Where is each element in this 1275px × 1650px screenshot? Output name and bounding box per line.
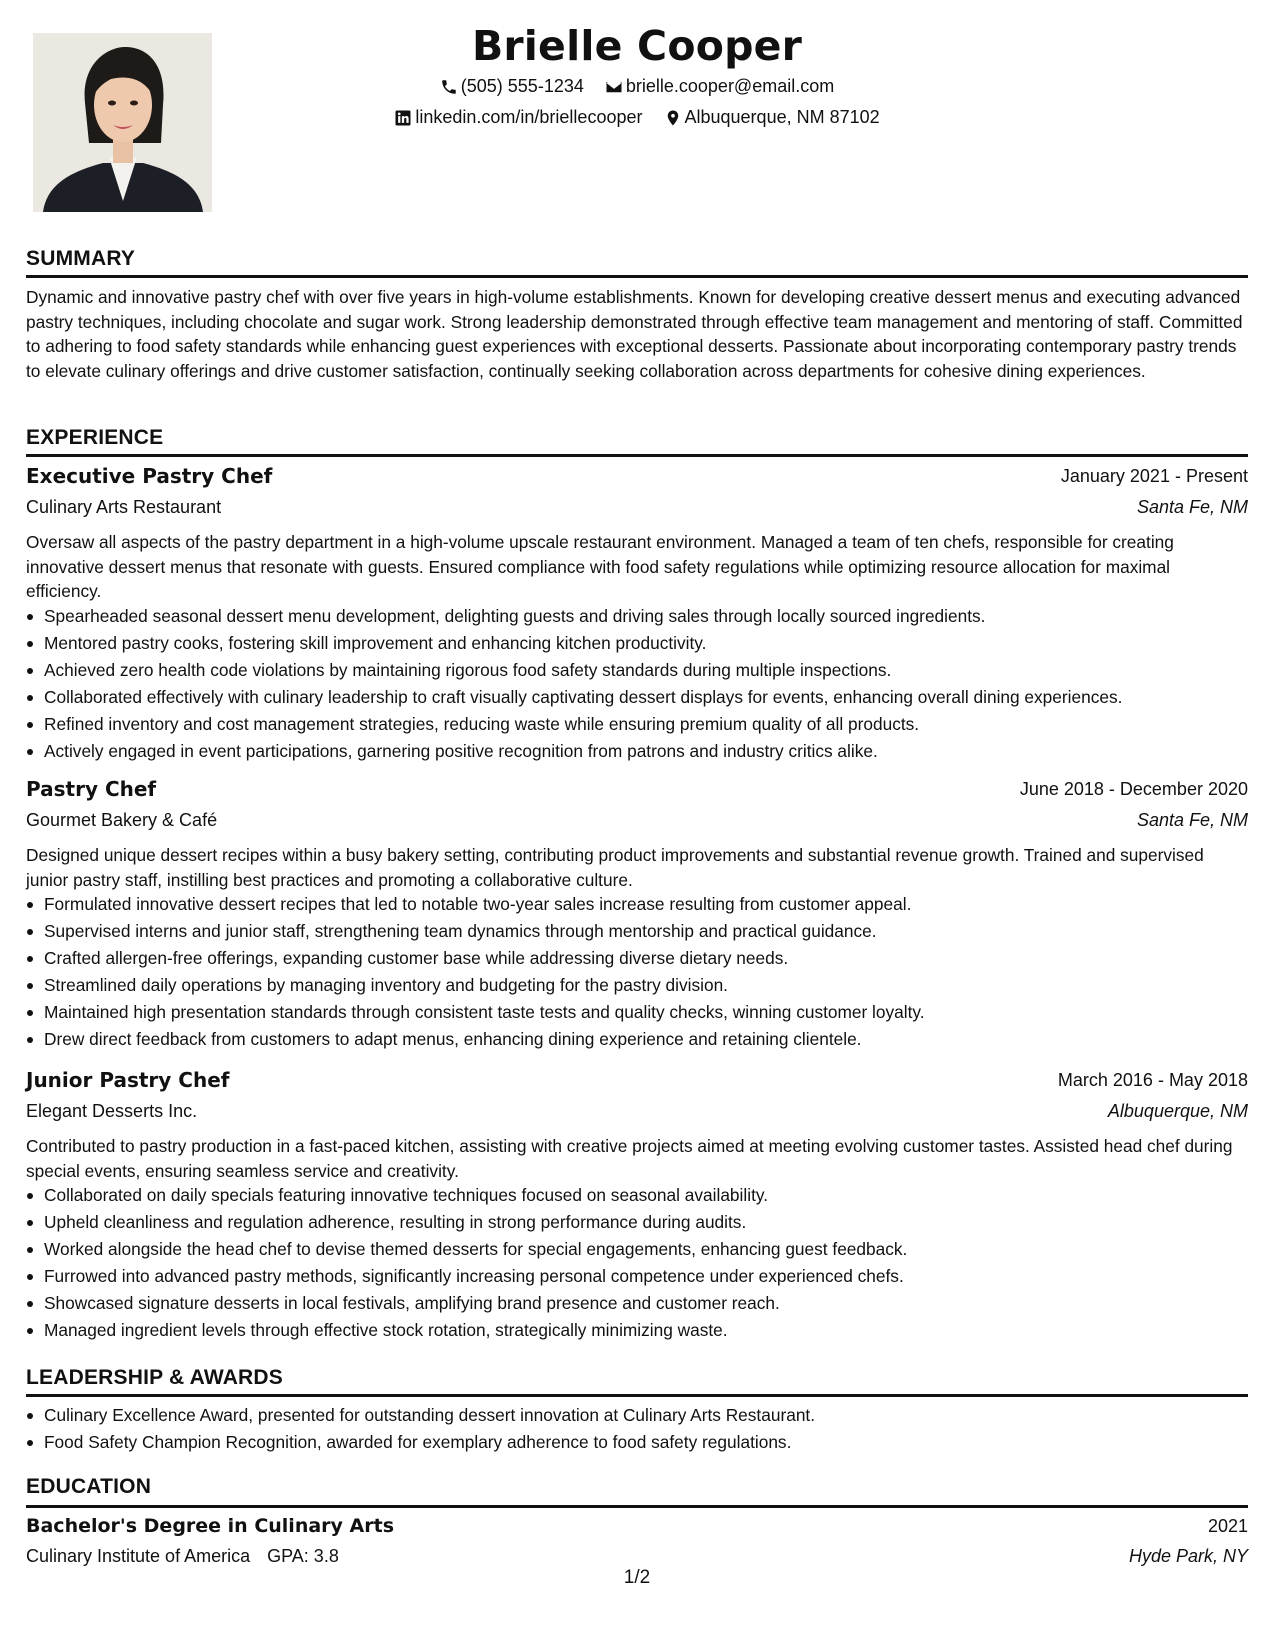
awards-heading: LEADERSHIP & AWARDS	[26, 1366, 283, 1389]
list-item: Formulated innovative dessert recipes that led to notable two-year sales increase resulting from customer appeal.	[44, 891, 1266, 918]
school-line	[26, 1546, 339, 1567]
list-item: Streamlined daily operations by managing inventory and budgeting for the pastry division.	[44, 972, 1266, 999]
contact-line-2	[26, 107, 1248, 132]
job-title: Pastry Chef	[26, 777, 157, 801]
job-dates: January 2021 - Present	[1060, 466, 1248, 486]
list-item: Achieved zero health code violations by maintaining rigorous food safety standards during multiple inspections.	[44, 657, 1266, 684]
location-contact	[664, 107, 880, 128]
list-item: Refined inventory and cost management strategies, reducing waste while ensuring premium quality of all products.	[44, 711, 1266, 738]
list-item: Food Safety Champion Recognition, awarded for exemplary adherence to food safety regulations.	[44, 1429, 1266, 1456]
linkedin-contact[interactable]	[394, 107, 642, 128]
education-divider	[26, 1505, 1248, 1508]
job-dates: March 2016 - May 2018	[1057, 1070, 1248, 1090]
job-bullets	[26, 603, 1266, 765]
phone-contact[interactable]	[440, 76, 584, 97]
summary-text: Dynamic and innovative pastry chef with over five years in high-volume establishments. Known for developing creative dessert menus and executing advanced pastry techniques, including chocolate and sugar work. Strong leadership demonstrated through effective team management and mentoring of staff. Committed to adhering to food safety standards while enhancing guest experiences with exceptional desserts. Passionate about incorporating contemporary pastry trends to elevate culinary offerings and drive customer satisfaction, continually seeking collaboration across departments for cohesive dining experiences.	[26, 287, 1243, 381]
contact-line-1	[26, 76, 1248, 101]
experience-divider	[26, 454, 1248, 457]
email-contact[interactable]	[605, 76, 834, 97]
graduation-year: 2021	[1207, 1516, 1248, 1536]
job-description: Oversaw all aspects of the pastry department in a high-volume upscale restaurant environment. Managed a team of ten chefs, responsible for creating innovative dessert menus that resonate with guests. Ensured compliance with food safety regulations while optimizing resource allocation for maximal efficiency.	[26, 532, 1174, 601]
list-item: Upheld cleanliness and regulation adherence, resulting in strong performance during audits.	[44, 1209, 1266, 1236]
list-item: Managed ingredient levels through effective stock rotation, strategically minimizing waste.	[44, 1317, 1266, 1344]
job-company: Culinary Arts Restaurant	[26, 497, 222, 517]
list-item: Mentored pastry cooks, fostering skill improvement and enhancing kitchen productivity.	[44, 630, 1266, 657]
awards-bullets	[26, 1402, 1266, 1456]
experience-heading: EXPERIENCE	[26, 426, 164, 449]
resume-page	[26, 0, 1248, 1650]
list-item: Maintained high presentation standards through consistent taste tests and quality checks, winning customer loyalty.	[44, 999, 1266, 1026]
job-title: Junior Pastry Chef	[26, 1068, 230, 1092]
list-item: Crafted allergen-free offerings, expanding customer base while addressing diverse dietary needs.	[44, 945, 1266, 972]
job-company: Gourmet Bakery & Café	[26, 810, 218, 830]
job-location: Albuquerque, NM	[1107, 1101, 1248, 1121]
linkedin-icon	[394, 109, 412, 127]
gpa: GPA: 3.8	[267, 1546, 339, 1566]
list-item: Showcased signature desserts in local festivals, amplifying brand presence and customer reach.	[44, 1290, 1266, 1317]
list-item: Collaborated on daily specials featuring innovative techniques focused on seasonal availability.	[44, 1182, 1266, 1209]
job-location: Santa Fe, NM	[1136, 497, 1248, 517]
list-item: Worked alongside the head chef to devise themed desserts for special engagements, enhancing guest feedback.	[44, 1236, 1266, 1263]
school-name: Culinary Institute of America	[26, 1546, 251, 1566]
list-item: Supervised interns and junior staff, strengthening team dynamics through mentorship and practical guidance.	[44, 918, 1266, 945]
job-bullets	[26, 1182, 1266, 1344]
job-description: Designed unique dessert recipes within a busy bakery setting, contributing product improvements and substantial revenue growth. Trained and supervised junior pastry staff, instilling best practices and promoting a collaborative culture.	[26, 845, 1204, 890]
job-company: Elegant Desserts Inc.	[26, 1101, 198, 1121]
list-item: Collaborated effectively with culinary leadership to craft visually captivating dessert displays for events, enhancing overall dining experiences.	[44, 684, 1266, 711]
list-item: Furrowed into advanced pastry methods, significantly increasing personal competence under experienced chefs.	[44, 1263, 1266, 1290]
candidate-name: Brielle Cooper	[471, 22, 803, 70]
job-description: Contributed to pastry production in a fast-paced kitchen, assisting with creative projects aimed at meeting evolving customer tastes. Assisted head chef during special events, ensuring seamless service and creativity.	[26, 1136, 1233, 1181]
envelope-icon	[605, 78, 623, 96]
list-item: Actively engaged in event participations, garnering positive recognition from patrons and industry critics alike.	[44, 738, 1266, 765]
awards-divider	[26, 1394, 1248, 1397]
summary-divider	[26, 275, 1248, 278]
list-item: Spearheaded seasonal dessert menu development, delighting guests and driving sales through locally sourced ingredients.	[44, 603, 1266, 630]
list-item: Culinary Excellence Award, presented for outstanding dessert innovation at Culinary Arts Restaurant.	[44, 1402, 1266, 1429]
page-number: 1/2	[623, 1567, 651, 1588]
email-address: brielle.cooper@email.com	[625, 76, 835, 96]
list-item: Drew direct feedback from customers to adapt menus, enhancing dining experience and retaining clientele.	[44, 1026, 1266, 1053]
job-location: Santa Fe, NM	[1136, 810, 1248, 830]
degree-title: Bachelor's Degree in Culinary Arts	[26, 1515, 395, 1537]
phone-icon	[440, 78, 458, 96]
job-bullets	[26, 891, 1266, 1053]
job-dates: June 2018 - December 2020	[1019, 779, 1248, 799]
map-pin-icon	[664, 109, 682, 127]
school-location: Hyde Park, NY	[1128, 1546, 1248, 1566]
linkedin-url: linkedin.com/in/briellecooper	[415, 107, 643, 127]
education-heading: EDUCATION	[26, 1475, 152, 1498]
phone-number: (505) 555-1234	[460, 76, 584, 96]
location-text: Albuquerque, NM 87102	[684, 107, 880, 127]
summary-heading: SUMMARY	[26, 247, 136, 270]
job-title: Executive Pastry Chef	[26, 464, 273, 488]
